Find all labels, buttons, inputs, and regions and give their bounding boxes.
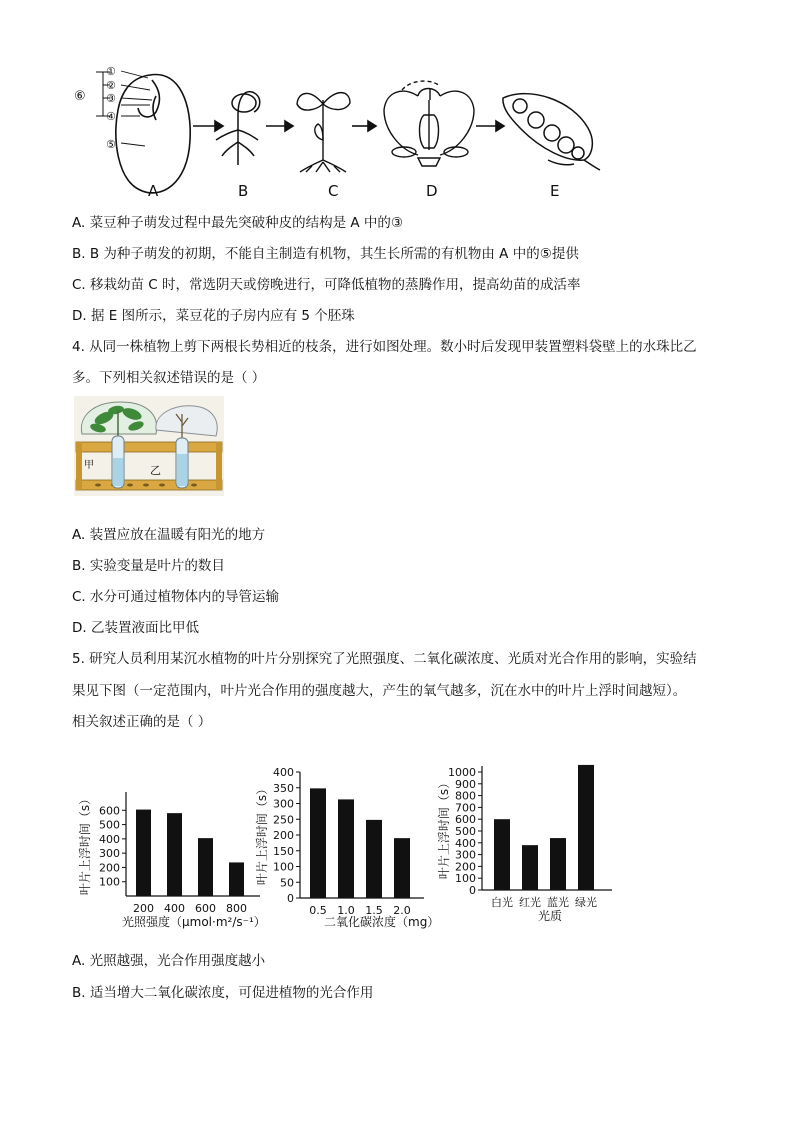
q4-option-a: A. 装置应放在温暖有阳光的地方 [72, 527, 266, 543]
bar [338, 799, 354, 898]
y-tick-label: 100 [99, 875, 120, 889]
y-tick-label: 250 [273, 813, 294, 827]
q3-option-d: D. 据 E 图所示，菜豆花的子房内应有 5 个胚珠 [72, 308, 355, 324]
bar [550, 838, 566, 890]
x-tick-label: 200 [133, 902, 154, 915]
seedling-diagram-b [216, 92, 260, 165]
part-label-4: ④ [106, 110, 116, 123]
bar [310, 788, 326, 898]
y-tick-label: 100 [455, 872, 476, 886]
part-label-3: ③ [106, 92, 116, 105]
x-tick-label: 2.0 [393, 904, 411, 917]
y-tick-label: 600 [455, 813, 476, 827]
pod-diagram-e [503, 94, 600, 170]
part-label-2: ② [106, 79, 116, 92]
y-tick-label: 300 [99, 847, 120, 861]
y-tick-label: 200 [273, 829, 294, 842]
y-tick-label: 100 [273, 860, 294, 874]
q3-option-c: C. 移栽幼苗 C 时，常选阴天或傍晚进行，可降低植物的蒸腾作用，提高幼苗的成活率 [72, 277, 581, 293]
chart-xlabel: 光照强度（μmol·m²/s⁻¹） [122, 915, 266, 929]
bar [229, 862, 244, 896]
part-label-6: ⑥ [74, 89, 86, 104]
q5-stem-line2: 果见下图（一定范围内，叶片光合作用的强度越大，产生的氧气越多，沉在水中的叶片上浮时间越短）。 [72, 683, 687, 699]
y-tick-label: 50 [280, 876, 294, 890]
y-tick-label: 0 [469, 884, 476, 897]
q4-stem-line1: 4. 从同一株植物上剪下两根长势相近的枝条，进行如图处理。数小时后发现甲装置塑料袋壁上的水珠比乙 [72, 339, 697, 355]
y-tick-label: 400 [273, 766, 294, 779]
bar [366, 820, 382, 898]
bar [198, 838, 213, 896]
label-yi: 乙 [150, 464, 161, 477]
y-tick-label: 200 [99, 861, 120, 875]
q4-option-b: B. 实验变量是叶片的数目 [72, 558, 225, 574]
chart-ylabel: 叶片上浮时间（s） [78, 792, 92, 896]
figure-label-e: E [550, 182, 560, 200]
q3-option-a: A. 菜豆种子萌发过程中最先突破种皮的结构是 A 中的③ [72, 215, 403, 231]
sequence-arrows [193, 121, 504, 131]
y-tick-label: 1000 [448, 766, 476, 779]
q3-option-b: B. B 为种子萌发的初期，不能自主制造有机物，其生长所需的有机物由 A 中的⑤提供 [72, 246, 579, 262]
part-label-5: ⑤ [106, 138, 116, 151]
y-tick-label: 300 [273, 797, 294, 811]
x-tick-label: 600 [195, 902, 216, 915]
q4-option-c: C. 水分可通过植物体内的导管运输 [72, 589, 280, 605]
x-tick-label: 0.5 [309, 904, 327, 917]
figure-label-a: A [148, 182, 159, 200]
y-tick-label: 600 [99, 804, 120, 818]
x-tick-label: 400 [164, 902, 185, 915]
part-label-1: ① [106, 65, 116, 78]
figure-label-d: D [426, 182, 438, 200]
q4-experiment-figure [74, 396, 224, 496]
bar [167, 813, 182, 896]
y-tick-label: 700 [455, 801, 476, 815]
bar [136, 810, 151, 896]
q4-option-d: D. 乙装置液面比甲低 [72, 620, 199, 636]
chart-xlabel: 二氧化碳浓度（mg） [324, 915, 440, 929]
co2-concentration-chart [255, 752, 440, 932]
y-tick-label: 200 [455, 860, 476, 874]
x-tick-label: 蓝光 [547, 896, 569, 909]
x-tick-label: 绿光 [575, 896, 597, 909]
y-tick-label: 400 [99, 832, 120, 846]
q5-stem-line1: 5. 研究人员利用某沉水植物的叶片分别探究了光照强度、二氧化碳浓度、光质对光合作用的影响，实验结 [72, 651, 697, 667]
bar [578, 765, 594, 890]
light-intensity-chart [74, 752, 274, 932]
chart-ylabel: 叶片上浮时间（s） [255, 782, 269, 886]
young-plant-diagram-c [297, 93, 350, 172]
q5-option-a: A. 光照越强，光合作用强度越小 [72, 953, 266, 969]
y-tick-label: 400 [455, 836, 476, 850]
label-jia: 甲 [84, 460, 94, 471]
x-tick-label: 1.0 [337, 904, 355, 917]
y-tick-label: 900 [455, 777, 476, 791]
y-tick-label: 800 [455, 789, 476, 803]
x-tick-label: 红光 [519, 896, 541, 909]
y-tick-label: 300 [455, 848, 476, 862]
q4-stem-line2: 多。下列相关叙述错误的是（ ） [72, 370, 266, 386]
light-quality-chart [436, 752, 626, 932]
bar [394, 838, 410, 898]
y-tick-label: 150 [273, 844, 294, 858]
q5-option-b: B. 适当增大二氧化碳浓度，可促进植物的光合作用 [72, 985, 374, 1001]
chart-ylabel: 叶片上浮时间（s） [437, 776, 451, 880]
y-tick-label: 500 [455, 825, 476, 838]
germination-figure [0, 0, 794, 210]
q5-stem-line3: 相关叙述正确的是（ ） [72, 714, 212, 730]
bar [494, 819, 510, 890]
bar [522, 845, 538, 890]
flower-diagram-d [384, 81, 474, 166]
y-tick-label: 500 [99, 818, 120, 832]
chart-xlabel: 光质 [538, 909, 563, 923]
x-tick-label: 白光 [491, 896, 513, 909]
x-tick-label: 800 [226, 902, 247, 915]
x-tick-label: 1.5 [365, 904, 383, 917]
y-tick-label: 0 [287, 892, 294, 905]
figure-label-c: C [328, 182, 339, 200]
y-tick-label: 350 [273, 781, 294, 795]
figure-label-b: B [238, 182, 249, 200]
